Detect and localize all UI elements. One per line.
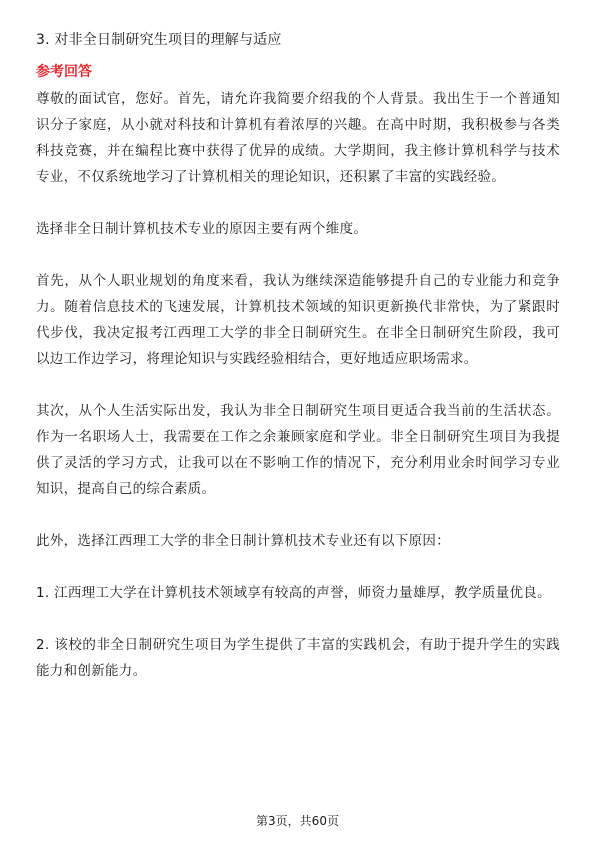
page-content bbox=[36, 30, 560, 710]
paragraph-additional: 此外，选择江西理工大学的非全日制计算机技术专业还有以下原因： bbox=[36, 533, 450, 549]
paragraph-career: 首先，从个人职业规划的角度来看，我认为继续深造能够提升自己的专业能力和竞争力。随着信息技术的飞速发展，计算机技术领域的知识更新换代非常快，为了紧跟时代步伐，我决定报考江西理工大学的非全日制研究生。在非全日制研究生阶段，我可以边工作边学习，将理论知识与实践经验相结合，更好地适应职场需求。 bbox=[36, 273, 560, 367]
section-heading: 3. 对非全日制研究生项目的理解与适应 bbox=[36, 32, 282, 48]
list-item-1: 1. 江西理工大学在计算机技术领域享有较高的声誉，师资力量雄厚，教学质量优良。 bbox=[36, 585, 551, 601]
page-footer: 第3页，共60页 bbox=[256, 814, 339, 828]
paragraph-life: 其次，从个人生活实际出发，我认为非全日制研究生项目更适合我当前的生活状态。作为一名职场人士，我需要在工作之余兼顾家庭和学业。非全日制研究生项目为我提供了灵活的学习方式，让我可以在不影响工作的情况下，充分利用业余时间学习专业知识，提高自己的综合素质。 bbox=[36, 403, 560, 497]
list-item-2: 2. 该校的非全日制研究生项目为学生提供了丰富的实践机会，有助于提升学生的实践能力和创新能力。 bbox=[36, 637, 560, 679]
answer-label: 参考回答 bbox=[36, 64, 92, 80]
paragraph-intro: 尊敬的面试官，您好。首先，请允许我简要介绍我的个人背景。我出生于一个普通知识分子家庭，从小就对科技和计算机有着浓厚的兴趣。在高中时期，我积极参与各类科技竞赛，并在编程比赛中获得了优异的成绩。大学期间，我主修计算机科学与技术专业，不仅系统地学习了计算机相关的理论知识，还积累了丰富的实践经验。 bbox=[36, 91, 560, 185]
paragraph-reasons-intro: 选择非全日制计算机技术专业的原因主要有两个维度。 bbox=[36, 221, 368, 237]
